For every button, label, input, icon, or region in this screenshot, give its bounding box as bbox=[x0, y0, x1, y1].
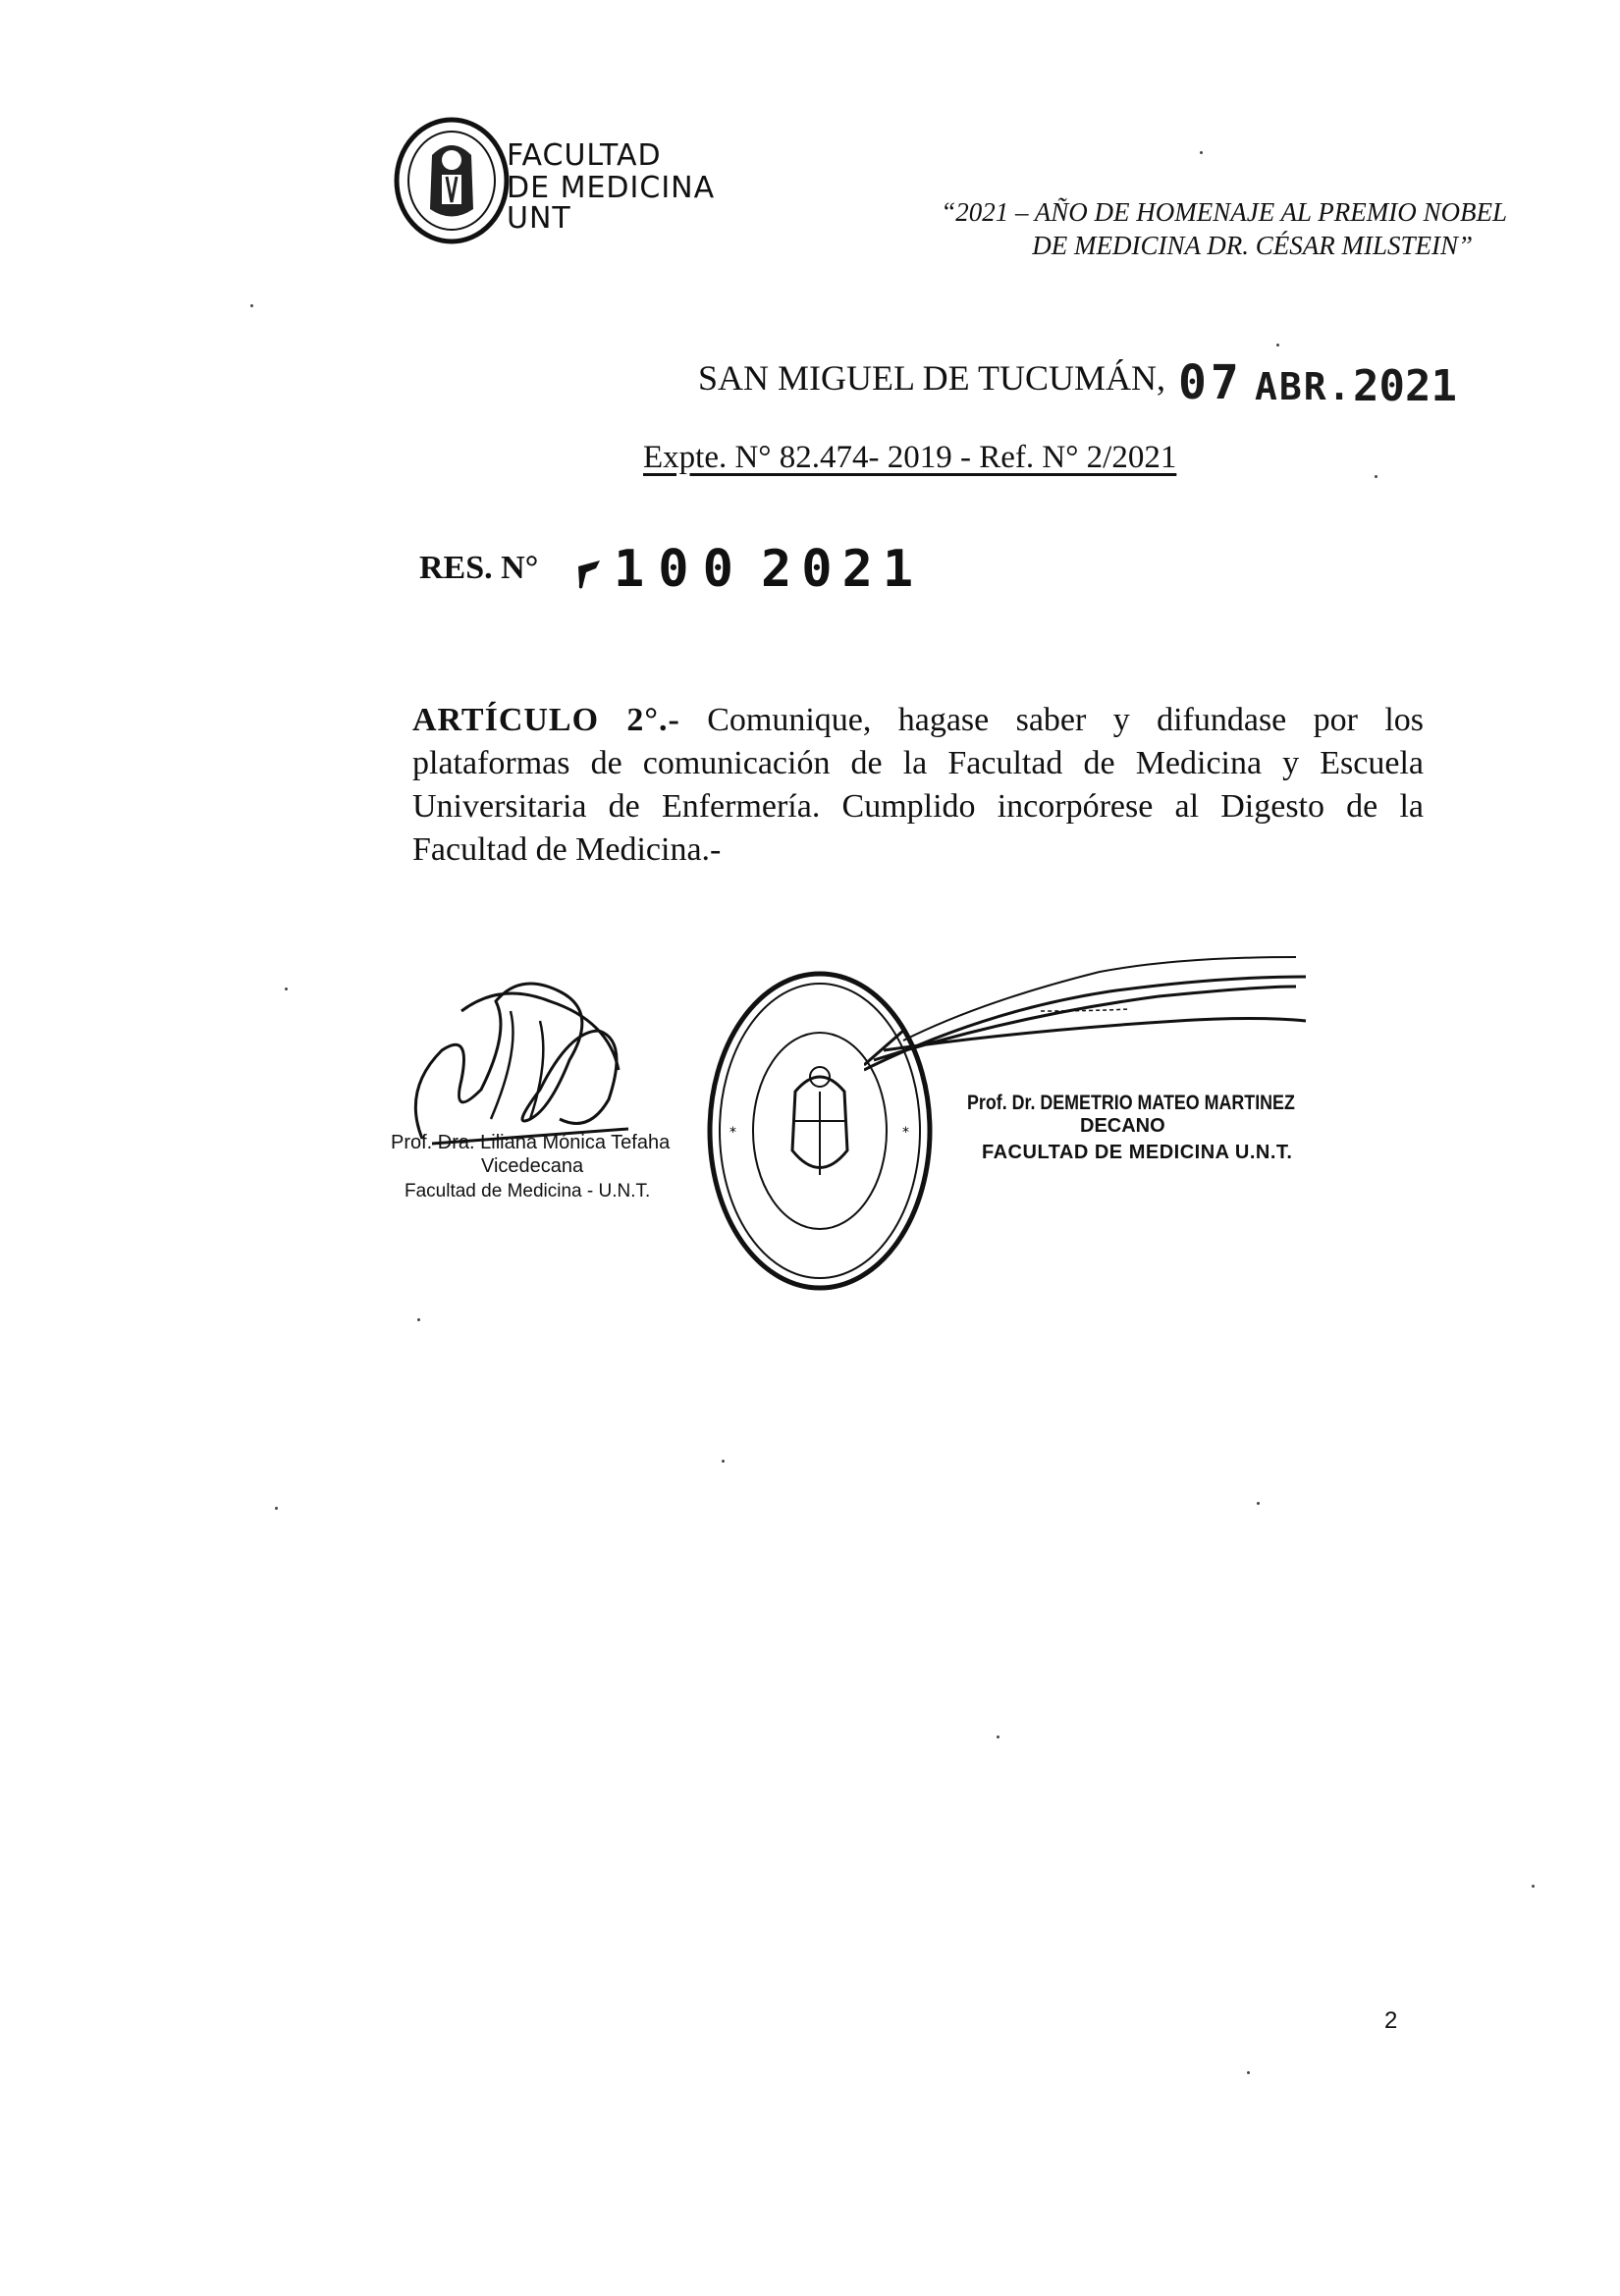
article-heading: ARTÍCULO 2°.- bbox=[412, 702, 680, 738]
svg-text:*: * bbox=[902, 1125, 909, 1141]
expediente-reference: Expte. N° 82.474- 2019 - Ref. N° 2/2021 bbox=[643, 440, 1177, 475]
motto-line-1: “2021 – AÑO DE HOMENAJE AL PREMIO NOBEL bbox=[941, 197, 1507, 227]
resolution-label: RES. N° bbox=[419, 550, 539, 586]
institution-line-2: DE MEDICINA bbox=[507, 171, 716, 205]
page-number: 2 bbox=[1384, 2007, 1398, 2034]
svg-text:*: * bbox=[729, 1125, 736, 1141]
right-signatory-role: DECANO bbox=[1080, 1115, 1165, 1137]
ink-mark-icon bbox=[574, 555, 604, 594]
article-body: Comunique, hagase saber y difundase por los plataformas de comunicación de la Facultad de Medicina y Escuela Universitaria de Enfermería. Cumplido incorpórese al Digesto de la Facultad de Medicina.- bbox=[412, 702, 1424, 868]
right-signatory-name: Prof. Dr. DEMETRIO MATEO MARTINEZ bbox=[967, 1092, 1295, 1114]
date-month-stamp: ABR. bbox=[1255, 365, 1353, 408]
date-day-stamp: 07 bbox=[1178, 355, 1243, 410]
handwritten-signature-right-icon bbox=[864, 923, 1316, 1090]
institution-line-3: UNT bbox=[507, 201, 571, 236]
institution-line-1: FACULTAD bbox=[507, 138, 662, 173]
resolution-year: 2021 bbox=[761, 540, 924, 599]
right-signatory-institution: FACULTAD DE MEDICINA U.N.T. bbox=[982, 1142, 1293, 1163]
left-signatory-name: Prof. Dra. Liliana Mónica Tefaha bbox=[391, 1132, 671, 1153]
date-year-stamp: 2021 bbox=[1353, 361, 1457, 411]
left-signatory-institution: Facultad de Medicina - U.N.T. bbox=[405, 1181, 651, 1201]
place-text: SAN MIGUEL DE TUCUMÁN, bbox=[698, 358, 1165, 398]
resolution-number: 100 bbox=[614, 540, 747, 599]
left-signatory-role: Vicedecana bbox=[481, 1155, 584, 1177]
motto-line-2: DE MEDICINA DR. CÉSAR MILSTEIN” bbox=[1032, 231, 1473, 260]
handwritten-signature-left-icon bbox=[403, 972, 648, 1148]
faculty-seal-logo-icon bbox=[393, 116, 511, 245]
article-paragraph bbox=[412, 699, 1424, 872]
